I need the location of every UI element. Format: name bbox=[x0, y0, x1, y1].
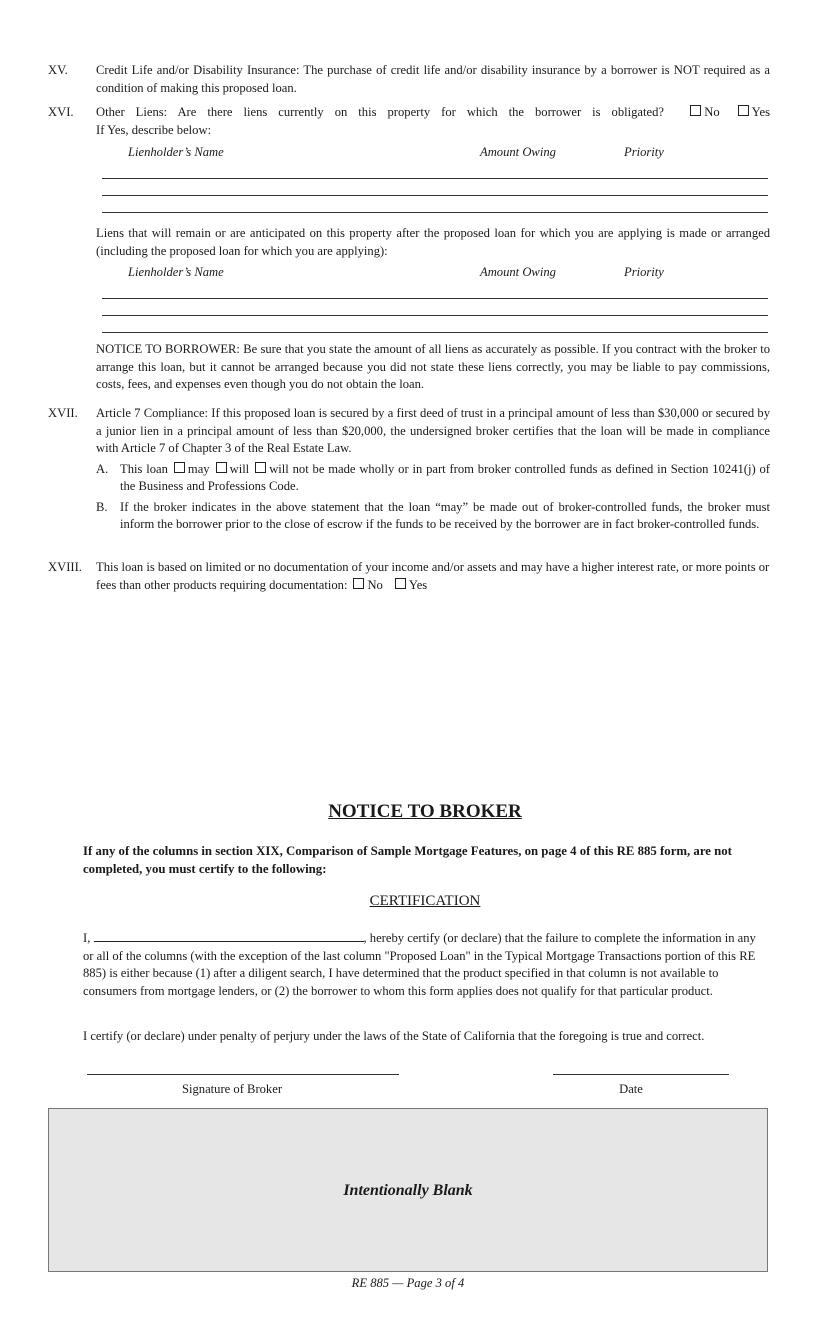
lien-line-2[interactable] bbox=[102, 195, 768, 196]
cert-i: I, bbox=[83, 931, 91, 945]
notice-to-broker-intro: If any of the columns in section XIX, Comparison of Sample Mortgage Features, on page 4 of this RE 885 form, are not completed, you must certify to the following: bbox=[83, 844, 732, 876]
item-a bbox=[96, 461, 770, 496]
item-b bbox=[96, 499, 770, 534]
liens-question bbox=[96, 104, 770, 122]
article7-text: Article 7 Compliance: If this proposed loan is secured by a first deed of trust in a principal amount of less than $30,000 or secured by a junior lien in a principal amount of less than $20,000, the undersigned broker certifies that the loan will be made in compliance with Article 7 of Chapter 3 of the Real Estate Law. bbox=[96, 406, 770, 455]
notice-to-borrower-text: NOTICE TO BORROWER: Be sure that you state the amount of all liens as accurately as possible. If you contract with the broker to arrange this loan, but it cannot be arranged because you did not state these liens correctly, you may be liable to pay commissions, costs, fees, and expenses even though you do not obtain the loan. bbox=[96, 342, 770, 391]
liens-yes-checkbox[interactable] bbox=[738, 105, 749, 116]
documentation-text bbox=[96, 559, 770, 594]
certification-text bbox=[83, 929, 768, 1000]
doc-no-label: No bbox=[367, 577, 383, 592]
col-lienholder-name-2: Lienholder’s Name bbox=[128, 265, 224, 279]
notice-to-broker-title: NOTICE TO BROKER bbox=[328, 801, 522, 822]
col-priority-2: Priority bbox=[624, 265, 664, 279]
remaining-line-1[interactable] bbox=[102, 298, 768, 299]
section-number: XVI. bbox=[48, 105, 74, 119]
doc-no-checkbox[interactable] bbox=[353, 578, 364, 589]
col-priority: Priority bbox=[624, 145, 664, 159]
broker-name-field[interactable] bbox=[94, 929, 364, 942]
may-checkbox[interactable] bbox=[174, 462, 185, 473]
broker-signature-line[interactable] bbox=[87, 1074, 399, 1075]
perjury-statement: I certify (or declare) under penalty of perjury under the laws of the State of California that the foregoing is true and correct. bbox=[83, 1029, 705, 1043]
cert-body: , hereby certify (or declare) that the failure to complete the information in any or all of the columns (with the exception of the last column "Proposed Loan" in the Typical Mortgage Transactions portion of this RE 885) is either because (1) after a diligent search, I have determined that the product specified in that column is not available to consumers from mortgage lenders, or (2) the borrower to whom this form applies does not qualify for that particular product. bbox=[83, 931, 756, 998]
remaining-line-2[interactable] bbox=[102, 315, 768, 316]
col-amount-owing-2: Amount Owing bbox=[480, 265, 556, 279]
lien-line-1[interactable] bbox=[102, 178, 768, 179]
item-a-pre: This loan bbox=[120, 461, 168, 476]
remaining-liens bbox=[48, 225, 770, 260]
liens-no-checkbox[interactable] bbox=[690, 105, 701, 116]
item-b-text: If the broker indicates in the above statement that the loan “may” be made out of broker-controlled funds, the broker must inform the borrower prior to the close of escrow if the funds to be received by the borrower are in fact broker-controlled funds. bbox=[120, 499, 770, 531]
item-a-letter: A. bbox=[96, 461, 109, 476]
remaining-liens-text: Liens that will remain or are anticipated on this property after the proposed loan for which you are applying is made or arranged (including the proposed loan for which you are applying): bbox=[96, 226, 770, 258]
may-label: may bbox=[187, 461, 210, 476]
item-a-post: will not be made wholly or in part from broker controlled funds as defined in Section 10241(j) of the Business and Professions Code. bbox=[120, 461, 770, 493]
section-number: XVIII. bbox=[48, 560, 82, 574]
describe-label: If Yes, describe below: bbox=[96, 122, 212, 137]
section-number: XVII. bbox=[48, 406, 78, 420]
signature-label: Signature of Broker bbox=[181, 1082, 283, 1096]
section-xv bbox=[48, 62, 770, 97]
intentionally-blank-text: Intentionally Blank bbox=[343, 1182, 473, 1199]
lien-line-3[interactable] bbox=[102, 212, 768, 213]
section-xviii bbox=[48, 559, 770, 594]
date-line[interactable] bbox=[553, 1074, 729, 1075]
liens-question-text: Other Liens: Are there liens currently on this property for which the borrower is obligated? bbox=[96, 105, 664, 119]
col-lienholder-name: Lienholder’s Name bbox=[128, 145, 224, 159]
item-b-letter: B. bbox=[96, 499, 108, 514]
section-xvii bbox=[48, 405, 770, 534]
remaining-line-3[interactable] bbox=[102, 332, 768, 333]
section-number: XV. bbox=[48, 63, 68, 77]
will-not-checkbox[interactable] bbox=[255, 462, 266, 473]
date-label: Date bbox=[619, 1082, 643, 1096]
col-amount-owing: Amount Owing bbox=[480, 145, 556, 159]
section-text: Credit Life and/or Disability Insurance: The purchase of credit life and/or disability insurance by a borrower is NOT required as a condition of making this proposed loan. bbox=[96, 63, 770, 95]
liens-no-label: No bbox=[704, 105, 720, 119]
page-footer: RE 885 — Page 3 of 4 bbox=[351, 1276, 465, 1290]
will-checkbox[interactable] bbox=[216, 462, 227, 473]
section-xvi bbox=[48, 104, 770, 139]
doc-yes-checkbox[interactable] bbox=[395, 578, 406, 589]
certification-title: CERTIFICATION bbox=[369, 893, 481, 909]
will-label: will bbox=[229, 461, 250, 476]
documentation-question: This loan is based on limited or no documentation of your income and/or assets and may have a higher interest rate, or more points or fees than other products requiring documentation: bbox=[96, 560, 770, 592]
intentionally-blank-box bbox=[48, 1108, 768, 1272]
liens-yes-label: Yes bbox=[751, 105, 770, 119]
doc-yes-label: Yes bbox=[408, 577, 428, 592]
notice-to-borrower bbox=[48, 341, 770, 394]
